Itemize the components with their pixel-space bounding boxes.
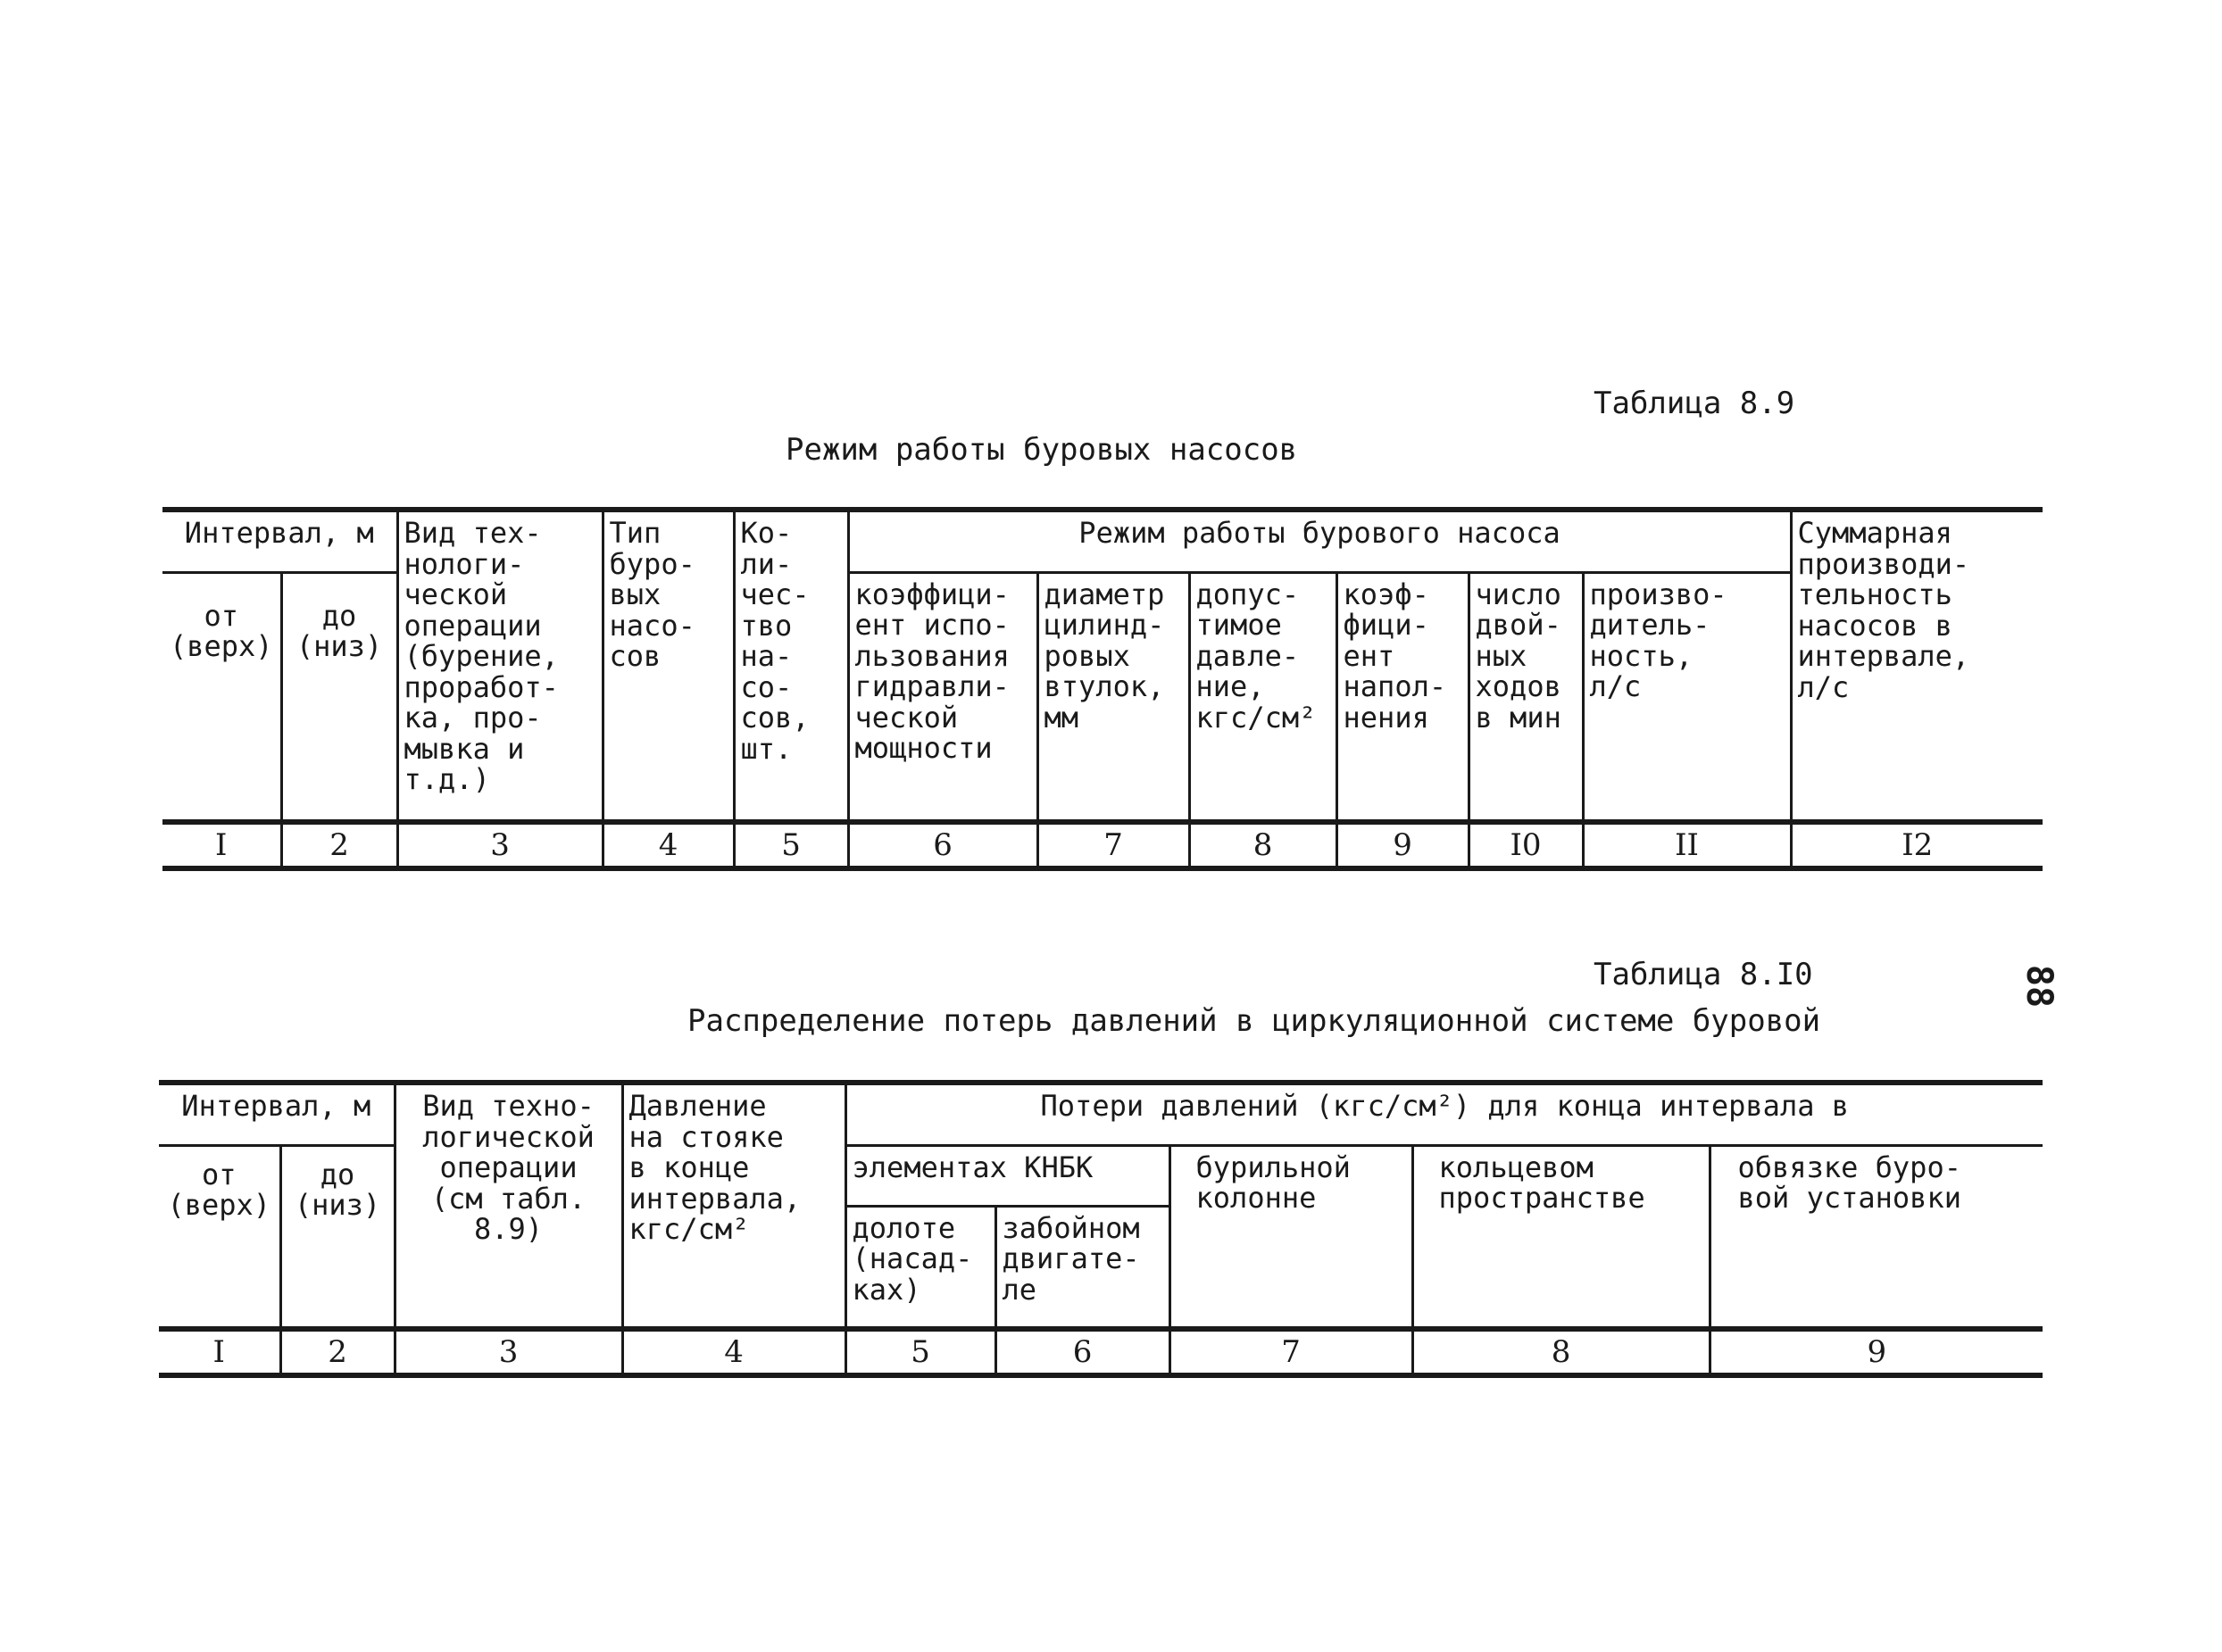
header-from: от (верх) <box>162 572 281 822</box>
col-num-12: I2 <box>1791 822 2043 868</box>
table-8-10-label: Таблица 8.I0 <box>1594 957 1813 992</box>
t2-header-from: от (верх) <box>159 1145 280 1329</box>
col-num-6: 6 <box>848 822 1037 868</box>
t2-col-num-8: 8 <box>1412 1329 1710 1375</box>
table-8-9-label: Таблица 8.9 <box>1594 386 1795 421</box>
header-pump-type: Тип буро- вых насо- сов <box>603 510 734 822</box>
col-num-7: 7 <box>1037 822 1189 868</box>
header-operation-type: Вид тех- нологи- ческой операции (бурение, проработ- ка, про- мывка и т.д.) <box>397 510 603 822</box>
col-num-9: 9 <box>1336 822 1469 868</box>
t2-header-to: до (низ) <box>280 1145 395 1329</box>
t2-header-standpipe-pressure: Давление на стояке в конце интервала, кгс/см² <box>622 1083 845 1329</box>
col-num-5: 5 <box>734 822 848 868</box>
t2-col-num-5: 5 <box>845 1329 995 1375</box>
header-hydraulic-power-coef: коэффици- ент испо- льзования гидравли- ческой мощности <box>848 572 1037 822</box>
col-num-4: 4 <box>603 822 734 868</box>
header-to: до (низ) <box>281 572 397 822</box>
header-fill-coef: коэф- фици- ент напол- нения <box>1336 572 1469 822</box>
t2-col-num-1: I <box>159 1329 280 1375</box>
header-capacity: произво- дитель- ность, л/с <box>1583 572 1791 822</box>
t2-col-num-6: 6 <box>995 1329 1169 1375</box>
t2-header-annulus: кольцевом пространстве <box>1412 1145 1710 1329</box>
t2-header-bit: долоте (насад- ках) <box>845 1206 995 1329</box>
col-num-11: II <box>1583 822 1791 868</box>
col-num-3: 3 <box>397 822 603 868</box>
t2-header-losses: Потери давлений (кгс/см²) для конца интервала в <box>845 1083 2043 1145</box>
t2-header-interval: Интервал, м <box>159 1083 395 1145</box>
t2-col-num-9: 9 <box>1710 1329 2043 1375</box>
header-interval: Интервал, м <box>162 510 397 572</box>
t2-col-num-3: 3 <box>395 1329 622 1375</box>
table-8-10-title: Распределение потерь давлений в циркуляционной системе буровой <box>687 1003 1821 1039</box>
header-pump-mode: Режим работы бурового насоса <box>848 510 1791 572</box>
header-double-strokes: число двой- ных ходов в мин <box>1469 572 1583 822</box>
table-8-9-title: Режим работы буровых насосов <box>786 432 1298 468</box>
t2-col-num-2: 2 <box>280 1329 395 1375</box>
t2-header-bha-elements: элементах КНБК <box>845 1145 1169 1206</box>
header-pump-count: Ко- ли- чес- тво на- со- сов, шт. <box>734 510 848 822</box>
header-allowed-pressure: допус- тимое давле- ние, кгс/см² <box>1189 572 1336 822</box>
t2-header-operation-type: Вид техно- логической операции (см табл. 8.9) <box>395 1083 622 1329</box>
t2-col-num-4: 4 <box>622 1329 845 1375</box>
col-num-10: I0 <box>1469 822 1583 868</box>
col-num-1: I <box>162 822 281 868</box>
col-num-2: 2 <box>281 822 397 868</box>
t2-header-drill-string: бурильной колонне <box>1169 1145 1412 1329</box>
col-num-8: 8 <box>1189 822 1336 868</box>
t2-header-rig-piping: обвязке буро- вой установки <box>1710 1145 2043 1329</box>
header-total-capacity: Суммарная производи- тельность насосов в интервале, л/с <box>1791 510 2043 822</box>
header-liner-diameter: диаметр цилинд- ровых втулок, мм <box>1037 572 1189 822</box>
page-number: 88 <box>2018 964 2060 1009</box>
table-8-10 <box>159 1080 2043 1378</box>
table-8-9 <box>162 507 2043 871</box>
t2-header-downhole-motor: забойном двигате- ле <box>995 1206 1169 1329</box>
t2-col-num-7: 7 <box>1169 1329 1412 1375</box>
